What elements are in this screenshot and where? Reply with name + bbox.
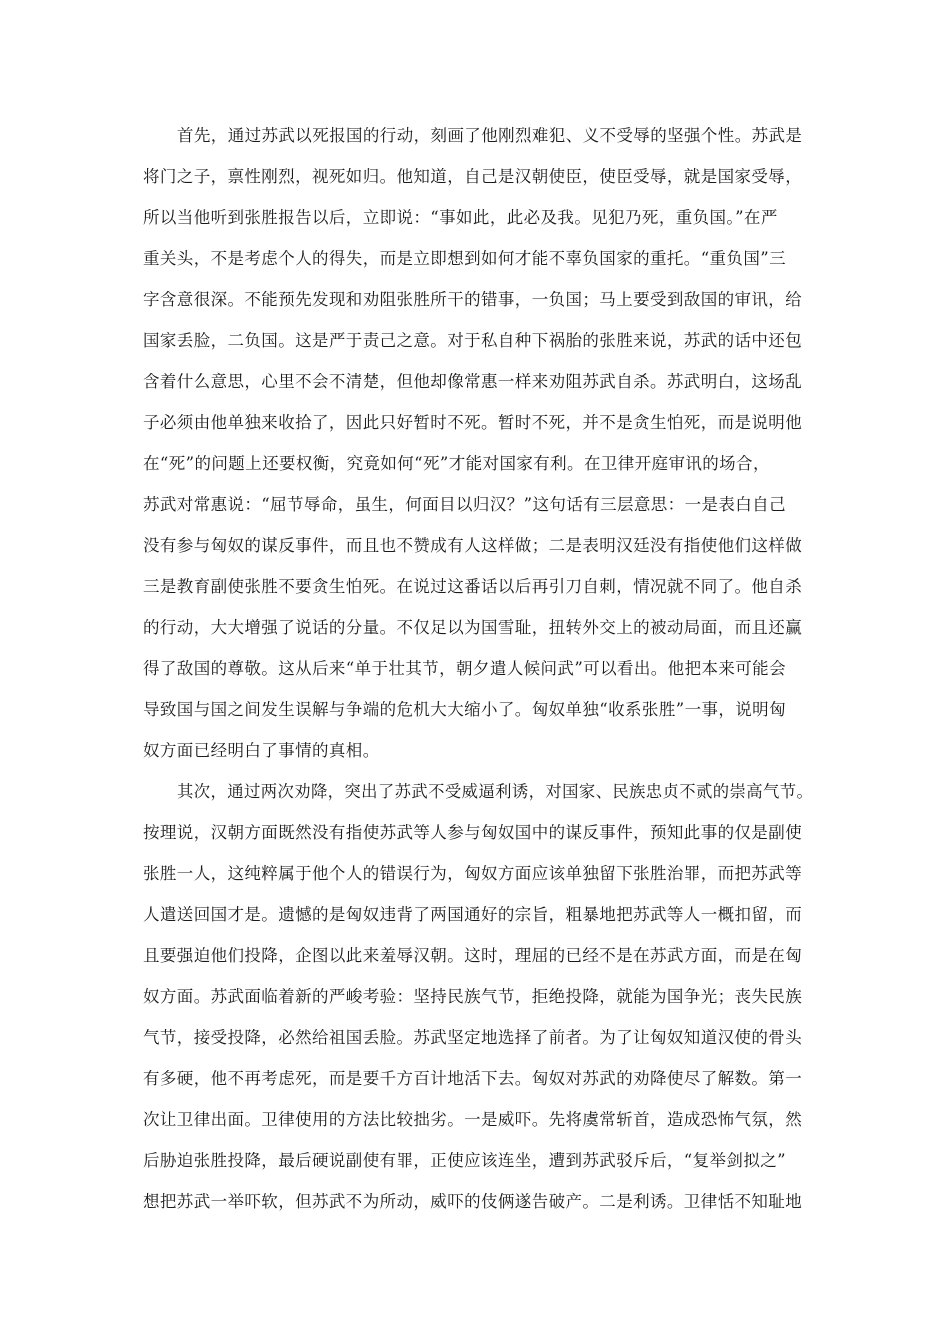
paragraph-1-line-10: 苏武对常惠说：“屈节辱命，虽生，何面目以归汉？”这句话有三层意思：一是表白自己 xyxy=(143,495,786,514)
paragraph-1-line-14: 得了敌国的尊敬。这从后来“单于壮其节，朝夕遣人候问武”可以看出。他把本来可能会 xyxy=(143,659,786,678)
paragraph-1-line-3: 所以当他听到张胜报告以后，立即说：“事如此，此必及我。见犯乃死，重负国。”在严 xyxy=(143,208,778,227)
paragraph-1-line-6: 国家丢脸，二负国。这是严于责己之意。对于私自种下祸胎的张胜来说，苏武的话中还包 xyxy=(143,331,803,350)
paragraph-1-line-9: 在“死”的问题上还要权衡，究竟如何“死”才能对国家有利。在卫律开庭审讯的场合， xyxy=(143,454,770,473)
paragraph-2-line-1: 其次，通过两次劝降，突出了苏武不受威逼利诱，对国家、民族忠贞不贰的崇高气节。 xyxy=(177,782,814,801)
paragraph-1-line-4: 重关头，不是考虑个人的得失，而是立即想到如何才能不辜负国家的重托。“重负国”三 xyxy=(143,249,786,268)
paragraph-2-line-6: 奴方面。苏武面临着新的严峻考验：坚持民族气节，拒绝投降，就能为国争光；丧失民族 xyxy=(143,987,803,1006)
paragraph-1-line-7: 含着什么意思，心里不会不清楚，但他却像常惠一样来劝阻苏武自杀。苏武明白，这场乱 xyxy=(143,372,803,391)
paragraph-1-line-12: 三是教育副使张胜不要贪生怕死。在说过这番话以后再引刀自刺，情况就不同了。他自杀 xyxy=(143,577,803,596)
paragraph-2-line-3: 张胜一人，这纯粹属于他个人的错误行为，匈奴方面应该单独留下张胜治罪，而把苏武等 xyxy=(143,864,803,883)
paragraph-2-line-5: 且要强迫他们投降，企图以此来羞辱汉朝。这时，理屈的已经不是在苏武方面，而是在匈 xyxy=(143,946,803,965)
paragraph-2-line-2: 按理说，汉朝方面既然没有指使苏武等人参与匈奴国中的谋反事件，预知此事的仅是副使 xyxy=(143,823,803,842)
paragraph-2-line-7: 气节，接受投降，必然给祖国丢脸。苏武坚定地选择了前者。为了让匈奴知道汉使的骨头 xyxy=(143,1028,803,1047)
paragraph-1-line-13: 的行动，大大增强了说话的分量。不仅足以为国雪耻，扭转外交上的被动局面，而且还赢 xyxy=(143,618,803,637)
paragraph-1-line-5: 字含意很深。不能预先发现和劝阻张胜所干的错事，一负国；马上要受到敌国的审讯，给 xyxy=(143,290,803,309)
paragraph-2-line-10: 后胁迫张胜投降，最后硬说副使有罪，正使应该连坐，遭到苏武驳斥后，“复举剑拟之” xyxy=(143,1151,786,1170)
paragraph-2-line-11: 想把苏武一举吓软，但苏武不为所动，威吓的伎俩遂告破产。二是利诱。卫律恬不知耻地 xyxy=(143,1192,803,1211)
paragraph-2-line-8: 有多硬，他不再考虑死，而是要千方百计地活下去。匈奴对苏武的劝降使尽了解数。第一 xyxy=(143,1069,803,1088)
paragraph-1-line-2: 将门之子，禀性刚烈，视死如归。他知道，自己是汉朝使臣，使臣受辱，就是国家受辱， xyxy=(143,167,803,186)
paragraph-1-line-15: 导致国与国之间发生误解与争端的危机大大缩小了。匈奴单独“收系张胜”一事，说明匈 xyxy=(143,700,786,719)
paragraph-1-line-8: 子必须由他单独来收拾了，因此只好暂时不死。暂时不死，并不是贪生怕死，而是说明他 xyxy=(143,413,803,432)
paragraph-2-line-9: 次让卫律出面。卫律使用的方法比较拙劣。一是威吓。先将虞常斩首，造成恐怖气氛，然 xyxy=(143,1110,803,1129)
paragraph-1-line-1: 首先，通过苏武以死报国的行动，刻画了他刚烈难犯、义不受辱的坚强个性。苏武是 xyxy=(177,126,803,145)
paragraph-1-line-16: 奴方面已经明白了事情的真相。 xyxy=(143,741,380,760)
paragraph-2-line-4: 人遣送回国才是。遗憾的是匈奴违背了两国通好的宗旨，粗暴地把苏武等人一概扣留，而 xyxy=(143,905,803,924)
paragraph-1-line-11: 没有参与匈奴的谋反事件，而且也不赞成有人这样做；二是表明汉廷没有指使他们这样做 xyxy=(143,536,803,555)
